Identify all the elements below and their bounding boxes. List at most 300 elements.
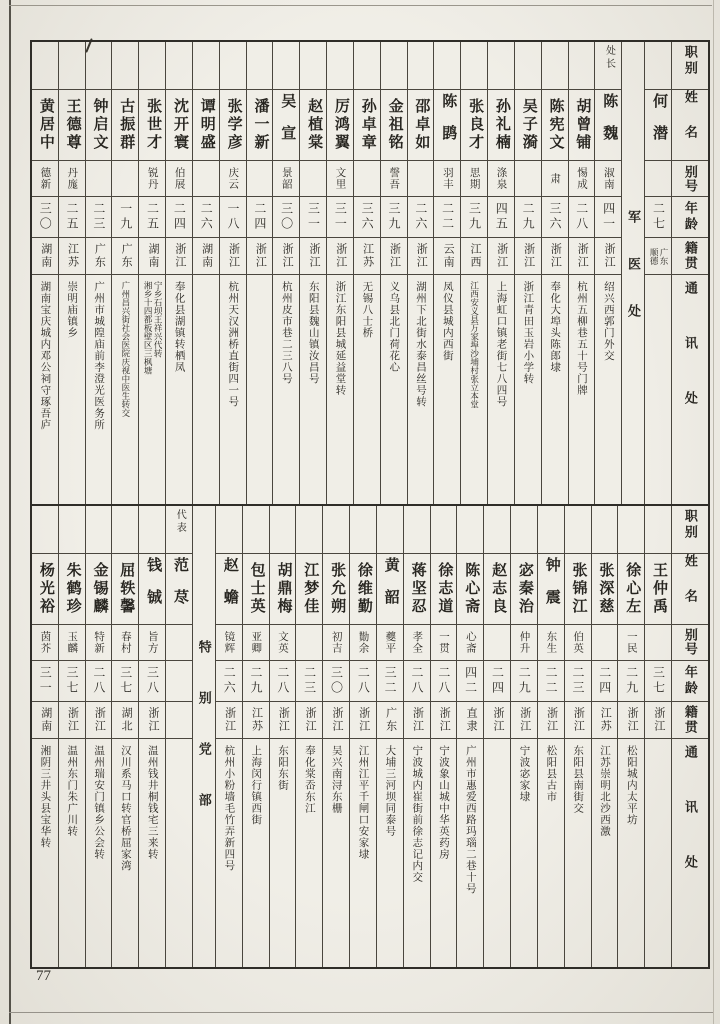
position-cell (59, 42, 85, 90)
alias-text: 一民 (625, 630, 637, 654)
position-cell (377, 506, 403, 554)
name-cell (595, 90, 621, 161)
person-column (433, 42, 460, 504)
person-column (138, 506, 165, 968)
position-cell (270, 506, 296, 554)
alias-cell (273, 161, 299, 197)
address-cell (327, 275, 353, 504)
age-cell (381, 197, 407, 238)
address-text: 湖南宝庆城内邓公祠守琢吾庐 (39, 281, 51, 431)
origin-text: 浙江 (227, 243, 240, 269)
alias-text: 景韶 (280, 167, 292, 190)
header-address (672, 275, 708, 504)
alias-cell (354, 161, 380, 197)
address-cell (484, 739, 510, 968)
position-cell (592, 506, 618, 554)
position-cell (243, 506, 269, 554)
age-cell (538, 661, 564, 702)
name-cell (618, 554, 644, 625)
origin-text: 浙江 (93, 706, 106, 733)
header-origin (672, 702, 708, 739)
name-cell (112, 90, 138, 161)
age-text: 二八 (275, 665, 290, 696)
age-text: 三〇 (279, 202, 294, 232)
position-cell (139, 42, 165, 90)
age-cell (488, 197, 514, 238)
name-cell (381, 90, 407, 161)
person-column (541, 42, 568, 504)
person-column (165, 42, 192, 504)
age-cell (511, 661, 537, 702)
address-cell (166, 739, 192, 968)
person-column (487, 42, 514, 504)
origin-cell (247, 238, 273, 275)
name-cell (538, 554, 564, 625)
name-cell (431, 554, 457, 625)
position-text: 代表 (174, 508, 186, 535)
age-cell (247, 197, 273, 238)
origin-text: 江苏 (66, 243, 79, 269)
name-cell (220, 90, 246, 161)
age-text: 二八 (436, 665, 451, 696)
origin-text: 浙江 (330, 706, 343, 733)
age-text: 三九 (467, 202, 482, 232)
person-column (269, 506, 296, 968)
age-text: 三七 (118, 665, 133, 696)
name-cell (645, 90, 671, 161)
address-cell (354, 275, 380, 504)
person-column (32, 42, 58, 504)
position-cell (595, 42, 621, 90)
name-cell (569, 90, 595, 161)
age-cell (32, 197, 58, 238)
name-text: 赵植棠 (306, 98, 323, 152)
origin-cell (645, 238, 671, 275)
name-cell (139, 554, 165, 625)
age-text: 二九 (521, 202, 536, 232)
address-cell (515, 275, 541, 504)
alias-cell (139, 161, 165, 197)
age-text: 二九 (624, 665, 639, 696)
person-column (644, 506, 671, 968)
origin-text: 浙江 (518, 706, 531, 733)
name-text: 胡曾铺 (574, 98, 591, 152)
name-text: 邵卓如 (413, 98, 430, 152)
alias-cell (59, 625, 85, 661)
name-text: 张学彦 (225, 98, 242, 152)
name-text: 钱铖 (145, 556, 162, 621)
age-cell (434, 197, 460, 238)
age-cell (220, 197, 246, 238)
alias-cell (431, 625, 457, 661)
address-cell (86, 275, 112, 504)
name-cell (273, 90, 299, 161)
alias-cell (300, 161, 326, 197)
address-text: 汉川系马口转官桥屈家湾 (119, 744, 131, 871)
address-text: 杭州五柳巷五十号门牌 (575, 281, 587, 396)
origin-cell (327, 238, 353, 275)
origin-cell (112, 238, 138, 275)
origin-text: 湖南 (39, 243, 52, 269)
age-cell (350, 661, 376, 702)
name-cell (166, 90, 192, 161)
header-origin-label: 籍贯 (682, 704, 698, 735)
alias-text: 东生 (545, 630, 557, 654)
name-cell (488, 90, 514, 161)
name-text: 屈轶馨 (118, 561, 135, 616)
address-cell (350, 739, 376, 968)
origin-cell (645, 702, 671, 739)
age-text: 三一 (38, 665, 53, 696)
origin-text: 云南 (442, 243, 455, 269)
address-text: 东阳东街 (277, 744, 289, 791)
address-text: 奉化棠岙东江 (303, 744, 315, 814)
origin-cell (86, 702, 112, 739)
alias-text: 茵芥 (39, 630, 51, 654)
origin-text: 湖北 (120, 706, 133, 733)
position-cell (404, 506, 430, 554)
alias-text: 夔平 (384, 630, 396, 654)
position-cell (457, 506, 483, 554)
address-text: 上海闵行镇西街 (250, 744, 262, 825)
address-cell (300, 275, 326, 504)
name-cell (515, 90, 541, 161)
origin-cell (216, 702, 242, 739)
alias-cell (112, 625, 138, 661)
origin-cell (595, 238, 621, 275)
alias-text: 仲升 (518, 630, 530, 654)
alias-cell (216, 625, 242, 661)
address-text: 义乌县北门荷花心 (388, 281, 400, 373)
name-cell (243, 554, 269, 625)
address-cell (404, 739, 430, 968)
age-cell (86, 197, 112, 238)
table-section-upper (32, 42, 708, 504)
person-column (483, 506, 510, 968)
age-text: 二八 (409, 665, 424, 696)
origin-cell (296, 702, 322, 739)
origin-cell (461, 238, 487, 275)
person-column (403, 506, 430, 968)
name-cell (457, 554, 483, 625)
origin-cell (408, 238, 434, 275)
origin-cell (592, 702, 618, 739)
section-divider-column (192, 506, 215, 968)
person-column (376, 506, 403, 968)
name-cell (300, 90, 326, 161)
address-text: 东阳县南街交 (572, 744, 584, 814)
position-cell (408, 42, 434, 90)
age-text: 三九 (386, 202, 401, 232)
name-cell (434, 90, 460, 161)
alias-text: 伯展 (173, 167, 185, 190)
person-column (514, 42, 541, 504)
origin-cell (618, 702, 644, 739)
origin-cell (86, 238, 112, 275)
name-cell (377, 554, 403, 625)
name-cell (112, 554, 138, 625)
position-cell (323, 506, 349, 554)
name-cell (59, 90, 85, 161)
position-cell (354, 42, 380, 90)
origin-text: 广东 (384, 706, 397, 733)
age-text: 四一 (601, 202, 616, 232)
address-text: 浙江东阳县城延益堂转 (334, 281, 346, 396)
origin-text: 浙江 (304, 706, 317, 733)
origin-cell (270, 702, 296, 739)
age-cell (112, 661, 138, 702)
person-column (322, 506, 349, 968)
alias-cell (569, 161, 595, 197)
alias-cell (645, 161, 671, 197)
alias-cell (645, 625, 671, 661)
address-text: 江苏崇明北沙西激 (598, 744, 610, 837)
alias-text: 一贯 (438, 630, 450, 654)
age-text: 二六 (222, 665, 237, 696)
name-cell (511, 554, 537, 625)
alias-cell (457, 625, 483, 661)
alias-text: 旨方 (146, 630, 158, 654)
header-address (672, 739, 708, 968)
alias-text: 丹庬 (66, 167, 78, 190)
origin-cell (381, 238, 407, 275)
name-text: 金祖铭 (386, 98, 403, 152)
alias-text: 羽丰 (441, 167, 453, 190)
person-column (460, 42, 487, 504)
header-position (672, 506, 708, 554)
address-cell (434, 275, 460, 504)
age-cell (569, 197, 595, 238)
name-text: 徐心左 (624, 561, 641, 616)
header-age-label: 年龄 (682, 201, 698, 233)
person-column (510, 506, 537, 968)
origin-cell (139, 702, 165, 739)
address-cell (592, 739, 618, 968)
address-text: 温州钱井桐钱宅三来转 (146, 744, 158, 860)
person-column (192, 42, 219, 504)
position-cell (569, 42, 595, 90)
origin-text: 浙江 (281, 243, 294, 269)
name-cell (565, 554, 591, 625)
address-text: 湖州下北街水泰昌丝号转 (415, 281, 427, 408)
alias-text: 德新 (39, 167, 51, 190)
age-cell (166, 197, 192, 238)
name-cell (350, 554, 376, 625)
address-text: 宁乡石坝王祥兴代转 湘乡十四都板壁区三枫塘 (143, 281, 164, 375)
address-cell (193, 275, 219, 504)
person-column (456, 506, 483, 968)
section-divider-label: 特别党部 (196, 639, 212, 844)
origin-cell (488, 238, 514, 275)
person-column (215, 506, 242, 968)
scan-edge-bottom (9, 1012, 713, 1013)
age-text: 二六 (413, 202, 428, 232)
origin-cell (323, 702, 349, 739)
alias-cell (166, 625, 192, 661)
address-cell (247, 275, 273, 504)
person-column (219, 42, 246, 504)
scan-edge-right (713, 0, 714, 1024)
origin-cell (59, 702, 85, 739)
person-column (644, 42, 671, 504)
name-text: 吴子漪 (520, 98, 537, 152)
age-text: 二八 (574, 202, 589, 232)
header-column (671, 42, 708, 504)
position-cell (193, 42, 219, 90)
age-text: 三六 (547, 202, 562, 232)
alias-cell (166, 161, 192, 197)
person-column (430, 506, 457, 968)
person-column (111, 42, 138, 504)
header-column (671, 506, 708, 968)
header-name (672, 554, 708, 625)
age-cell (166, 661, 192, 702)
person-column (111, 506, 138, 968)
alias-cell (381, 161, 407, 197)
position-cell (59, 506, 85, 554)
alias-cell (243, 625, 269, 661)
origin-cell (273, 238, 299, 275)
alias-cell (350, 625, 376, 661)
person-column (353, 42, 380, 504)
alias-cell (59, 161, 85, 197)
position-cell (511, 506, 537, 554)
name-text: 徐维勤 (355, 561, 372, 616)
address-cell (377, 739, 403, 968)
position-cell (618, 506, 644, 554)
name-text: 赵志良 (490, 561, 507, 616)
alias-cell (86, 161, 112, 197)
header-position-label: 职别 (682, 508, 698, 541)
alias-text: 文里 (334, 167, 346, 190)
position-cell (461, 42, 487, 90)
address-text: 广州市惠爱西路玛瑙二巷十号 (464, 744, 476, 894)
name-cell (139, 90, 165, 161)
person-column (85, 506, 112, 968)
position-cell (112, 42, 138, 90)
header-alias (672, 161, 708, 197)
age-text: 三七 (65, 665, 80, 696)
name-text: 金锡麟 (91, 561, 108, 616)
age-text: 二三 (91, 202, 106, 232)
address-text: 松阳城内太平坊 (625, 744, 637, 825)
age-text: 二四 (172, 202, 187, 232)
name-cell (592, 554, 618, 625)
person-column (617, 506, 644, 968)
origin-text: 浙江 (173, 243, 186, 269)
age-text: 二四 (252, 202, 267, 232)
address-cell (538, 739, 564, 968)
age-cell (139, 661, 165, 702)
name-text: 孙礼楠 (493, 98, 510, 152)
origin-cell (166, 702, 192, 739)
name-text: 沈开寰 (171, 98, 188, 152)
person-column (564, 506, 591, 968)
address-cell (565, 739, 591, 968)
alias-cell (408, 161, 434, 197)
origin-text: 浙江 (411, 706, 424, 733)
origin-cell (542, 238, 568, 275)
position-cell (166, 506, 192, 554)
age-cell (59, 197, 85, 238)
origin-cell (569, 238, 595, 275)
name-text: 黄韶 (382, 556, 399, 621)
address-text: 广州昌兴街社会医院庆视中医生转交 (120, 281, 131, 417)
origin-text: 浙江 (277, 706, 290, 733)
origin-text: 湖南 (200, 243, 213, 269)
section-divider-column (621, 42, 644, 504)
name-text: 谭明盛 (198, 98, 215, 152)
name-text: 蒋坚忍 (409, 561, 426, 616)
age-cell (59, 661, 85, 702)
alias-text: 思期 (468, 167, 480, 190)
position-cell (32, 506, 58, 554)
origin-cell (32, 702, 58, 739)
position-cell (515, 42, 541, 90)
age-cell (595, 197, 621, 238)
alias-cell (595, 161, 621, 197)
origin-text: 浙江 (415, 243, 428, 269)
origin-cell (431, 702, 457, 739)
address-cell (323, 739, 349, 968)
name-text: 黄居中 (37, 98, 54, 152)
header-alias-label: 别号 (682, 164, 698, 193)
alias-text: 勚余 (357, 630, 369, 654)
origin-cell (112, 702, 138, 739)
address-cell (273, 275, 299, 504)
name-cell (327, 90, 353, 161)
name-cell (86, 554, 112, 625)
position-cell (300, 42, 326, 90)
position-cell (247, 42, 273, 90)
address-text: 湘阴三井头县宝华转 (39, 744, 51, 848)
name-text: 张良才 (467, 98, 484, 152)
origin-text: 浙江 (254, 243, 267, 269)
age-cell (461, 197, 487, 238)
origin-cell (404, 702, 430, 739)
origin-text: 浙江 (603, 243, 616, 269)
age-text: 二七 (651, 202, 666, 232)
name-text: 张锦江 (570, 561, 587, 616)
age-text: 二六 (199, 202, 214, 232)
name-text: 包士英 (248, 561, 265, 616)
person-column (32, 506, 58, 968)
address-text: 宁波宓家埭 (518, 744, 530, 802)
position-cell (327, 42, 353, 90)
position-cell (538, 506, 564, 554)
address-cell (542, 275, 568, 504)
address-cell (488, 275, 514, 504)
position-cell (381, 42, 407, 90)
person-column (537, 506, 564, 968)
age-cell (112, 197, 138, 238)
header-name-label: 姓名 (682, 553, 698, 624)
address-text: 上海虹口镇老街七八四号 (495, 281, 507, 408)
person-column (58, 506, 85, 968)
address-text: 松阳县古市 (545, 744, 557, 802)
person-column (242, 506, 269, 968)
age-cell (592, 661, 618, 702)
age-cell (243, 661, 269, 702)
name-text: 胡鼎梅 (275, 561, 292, 616)
age-text: 三二 (383, 665, 398, 696)
origin-cell (32, 238, 58, 275)
scan-edge-left (9, 0, 11, 1024)
alias-text: 玉麟 (66, 630, 78, 654)
name-cell (32, 554, 58, 625)
alias-cell (592, 625, 618, 661)
position-cell (216, 506, 242, 554)
